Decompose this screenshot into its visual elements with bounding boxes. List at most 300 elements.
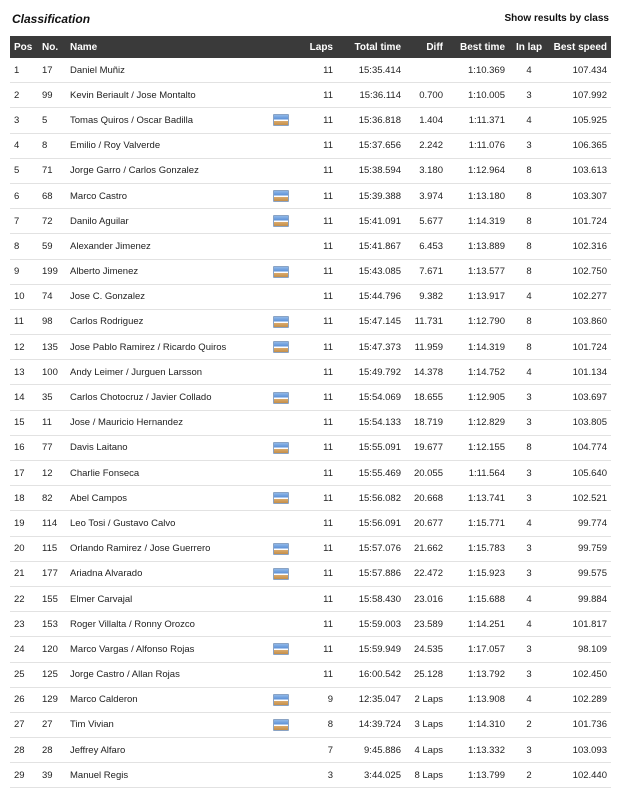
cell-name: Marco Castro: [66, 183, 266, 208]
table-row[interactable]: [10, 511, 611, 536]
cell-diff: 8 Laps: [405, 763, 447, 788]
cell-diff: 1.404: [405, 108, 447, 133]
table-row[interactable]: [10, 561, 611, 586]
cell-in-lap: 8: [509, 158, 549, 183]
cell-name: Carlos Chotocruz / Javier Collado: [66, 385, 266, 410]
cell-pos: 22: [10, 586, 38, 611]
table-row[interactable]: [10, 410, 611, 435]
flag-cell: [266, 58, 296, 83]
cell-total-time: 15:43.085: [337, 259, 405, 284]
cell-laps: 11: [296, 83, 337, 108]
table-row[interactable]: [10, 461, 611, 486]
cell-laps: 11: [296, 586, 337, 611]
cell-in-lap: 4: [509, 612, 549, 637]
cell-name: Andy Leimer / Jurguen Larsson: [66, 360, 266, 385]
flag-icon: [273, 543, 289, 555]
cell-diff: 21.662: [405, 536, 447, 561]
cell-best-time: 1:11.371: [447, 108, 509, 133]
flag-cell: [266, 284, 296, 309]
cell-best-time: 1:13.792: [447, 662, 509, 687]
flag-cell: [266, 309, 296, 334]
cell-diff: 11.959: [405, 335, 447, 360]
cell-laps: 11: [296, 108, 337, 133]
cell-name: Marco Calderon: [66, 687, 266, 712]
table-row[interactable]: [10, 309, 611, 334]
table-row[interactable]: [10, 712, 611, 737]
cell-pos: 12: [10, 335, 38, 360]
header-bar: [0, 0, 621, 36]
col-no[interactable]: No.: [38, 36, 66, 58]
cell-in-lap: 4: [509, 586, 549, 611]
cell-total-time: 15:55.469: [337, 461, 405, 486]
cell-name: Tim Vivian: [66, 712, 266, 737]
cell-best-speed: 104.774: [549, 435, 611, 460]
cell-no: 72: [38, 209, 66, 234]
cell-best-speed: 101.724: [549, 335, 611, 360]
cell-best-speed: 103.860: [549, 309, 611, 334]
cell-best-time: 1:13.908: [447, 687, 509, 712]
cell-best-speed: 101.724: [549, 209, 611, 234]
cell-in-lap: 8: [509, 335, 549, 360]
cell-diff: 7.671: [405, 259, 447, 284]
cell-name: Emilio / Roy Valverde: [66, 133, 266, 158]
cell-no: 8: [38, 133, 66, 158]
flag-cell: [266, 486, 296, 511]
cell-total-time: 15:38.594: [337, 158, 405, 183]
cell-name: Danilo Aguilar: [66, 209, 266, 234]
cell-total-time: 15:36.818: [337, 108, 405, 133]
cell-best-speed: 105.925: [549, 108, 611, 133]
cell-best-speed: 103.307: [549, 183, 611, 208]
table-row[interactable]: [10, 335, 611, 360]
cell-best-speed: 102.289: [549, 687, 611, 712]
cell-no: 125: [38, 662, 66, 687]
cell-best-speed: 99.575: [549, 561, 611, 586]
cell-best-speed: 102.277: [549, 284, 611, 309]
flag-cell: [266, 133, 296, 158]
cell-best-time: 1:13.917: [447, 284, 509, 309]
cell-diff: 2 Laps: [405, 687, 447, 712]
cell-name: Davis Laitano: [66, 435, 266, 460]
cell-total-time: 9:45.886: [337, 738, 405, 763]
cell-total-time: 15:37.656: [337, 133, 405, 158]
cell-best-time: 1:15.688: [447, 586, 509, 611]
cell-total-time: 15:58.430: [337, 586, 405, 611]
cell-diff: 18.655: [405, 385, 447, 410]
cell-no: 74: [38, 284, 66, 309]
flag-cell: [266, 360, 296, 385]
cell-no: 98: [38, 309, 66, 334]
flag-cell: [266, 637, 296, 662]
table-row[interactable]: [10, 486, 611, 511]
cell-best-speed: 101.736: [549, 712, 611, 737]
cell-in-lap: 2: [509, 763, 549, 788]
flag-cell: [266, 561, 296, 586]
cell-name: Roger Villalta / Ronny Orozco: [66, 612, 266, 637]
cell-no: 99: [38, 83, 66, 108]
table-row[interactable]: [10, 360, 611, 385]
cell-pos: 2: [10, 83, 38, 108]
table-row[interactable]: [10, 234, 611, 259]
col-laps[interactable]: Laps: [296, 36, 337, 58]
cell-diff: 3.180: [405, 158, 447, 183]
table-row[interactable]: [10, 763, 611, 788]
cell-total-time: 15:35.414: [337, 58, 405, 83]
table-row[interactable]: [10, 687, 611, 712]
cell-diff: 2.242: [405, 133, 447, 158]
flag-cell: [266, 536, 296, 561]
cell-name: Jose C. Gonzalez: [66, 284, 266, 309]
cell-diff: 0.700: [405, 83, 447, 108]
cell-no: 115: [38, 536, 66, 561]
cell-in-lap: 8: [509, 309, 549, 334]
cell-name: Elmer Carvajal: [66, 586, 266, 611]
table-row[interactable]: [10, 209, 611, 234]
cell-name: Marco Vargas / Alfonso Rojas: [66, 637, 266, 662]
cell-no: 100: [38, 360, 66, 385]
col-best-speed[interactable]: Best speed: [549, 36, 611, 58]
cell-diff: 24.535: [405, 637, 447, 662]
flag-cell: [266, 108, 296, 133]
cell-pos: 9: [10, 259, 38, 284]
cell-pos: 23: [10, 612, 38, 637]
cell-name: Alexander Jimenez: [66, 234, 266, 259]
flag-cell: [266, 687, 296, 712]
cell-name: Manuel Regis: [66, 763, 266, 788]
cell-diff: 20.677: [405, 511, 447, 536]
cell-in-lap: 8: [509, 259, 549, 284]
cell-laps: 11: [296, 58, 337, 83]
col-pos[interactable]: Pos: [10, 36, 38, 58]
table-row[interactable]: [10, 259, 611, 284]
cell-name: Orlando Ramirez / Jose Guerrero: [66, 536, 266, 561]
cell-best-speed: 102.521: [549, 486, 611, 511]
cell-best-speed: 105.640: [549, 461, 611, 486]
cell-pos: 27: [10, 712, 38, 737]
cell-in-lap: 3: [509, 461, 549, 486]
cell-pos: 24: [10, 637, 38, 662]
flag-cell: [266, 763, 296, 788]
cell-name: Jose / Mauricio Hernandez: [66, 410, 266, 435]
cell-pos: 7: [10, 209, 38, 234]
cell-best-time: 1:17.057: [447, 637, 509, 662]
cell-total-time: 15:36.114: [337, 83, 405, 108]
cell-total-time: 15:55.091: [337, 435, 405, 460]
cell-in-lap: 3: [509, 133, 549, 158]
cell-no: 5: [38, 108, 66, 133]
flag-icon: [273, 215, 289, 227]
table-row[interactable]: [10, 58, 611, 83]
cell-diff: 5.677: [405, 209, 447, 234]
cell-in-lap: 3: [509, 662, 549, 687]
cell-no: 153: [38, 612, 66, 637]
cell-diff: 3 Laps: [405, 712, 447, 737]
cell-pos: 28: [10, 738, 38, 763]
cell-name: Ariadna Alvarado: [66, 561, 266, 586]
flag-cell: [266, 586, 296, 611]
flag-cell: [266, 183, 296, 208]
cell-name: Carlos Rodriguez: [66, 309, 266, 334]
cell-in-lap: 3: [509, 536, 549, 561]
cell-laps: 11: [296, 309, 337, 334]
cell-no: 59: [38, 234, 66, 259]
cell-best-time: 1:12.829: [447, 410, 509, 435]
flag-icon: [273, 190, 289, 202]
cell-best-time: 1:13.799: [447, 763, 509, 788]
cell-no: 71: [38, 158, 66, 183]
cell-total-time: 12:35.047: [337, 687, 405, 712]
flag-cell: [266, 158, 296, 183]
flag-cell: [266, 259, 296, 284]
cell-no: 11: [38, 410, 66, 435]
cell-no: 27: [38, 712, 66, 737]
cell-pos: 10: [10, 284, 38, 309]
flag-icon: [273, 114, 289, 126]
cell-laps: 3: [296, 763, 337, 788]
cell-diff: 19.677: [405, 435, 447, 460]
cell-laps: 11: [296, 209, 337, 234]
cell-laps: 11: [296, 158, 337, 183]
cell-no: 135: [38, 335, 66, 360]
cell-name: Alberto Jimenez: [66, 259, 266, 284]
cell-total-time: 15:54.133: [337, 410, 405, 435]
cell-laps: 11: [296, 183, 337, 208]
cell-total-time: 16:00.542: [337, 662, 405, 687]
cell-pos: 19: [10, 511, 38, 536]
cell-laps: 9: [296, 687, 337, 712]
cell-total-time: 15:47.373: [337, 335, 405, 360]
cell-best-speed: 99.884: [549, 586, 611, 611]
cell-total-time: 15:59.003: [337, 612, 405, 637]
cell-diff: 22.472: [405, 561, 447, 586]
cell-total-time: 15:41.091: [337, 209, 405, 234]
cell-no: 177: [38, 561, 66, 586]
cell-total-time: 15:47.145: [337, 309, 405, 334]
col-best-time[interactable]: Best time: [447, 36, 509, 58]
flag-icon: [273, 392, 289, 404]
cell-diff: 20.055: [405, 461, 447, 486]
page-title: Classification: [12, 12, 91, 26]
cell-best-speed: 106.365: [549, 133, 611, 158]
cell-name: Leo Tosi / Gustavo Calvo: [66, 511, 266, 536]
table-row[interactable]: [10, 183, 611, 208]
cell-laps: 11: [296, 461, 337, 486]
cell-total-time: 15:49.792: [337, 360, 405, 385]
cell-diff: 14.378: [405, 360, 447, 385]
cell-diff: [405, 58, 447, 83]
cell-best-time: 1:13.577: [447, 259, 509, 284]
cell-no: 39: [38, 763, 66, 788]
cell-best-speed: 102.316: [549, 234, 611, 259]
cell-pos: 25: [10, 662, 38, 687]
table-row[interactable]: [10, 738, 611, 763]
table-row[interactable]: [10, 83, 611, 108]
col-flag: [266, 36, 296, 58]
cell-best-time: 1:11.076: [447, 133, 509, 158]
cell-pos: 16: [10, 435, 38, 460]
cell-laps: 11: [296, 637, 337, 662]
cell-in-lap: 4: [509, 58, 549, 83]
cell-best-speed: 102.750: [549, 259, 611, 284]
cell-total-time: 15:57.886: [337, 561, 405, 586]
cell-pos: 4: [10, 133, 38, 158]
cell-in-lap: 4: [509, 108, 549, 133]
cell-best-speed: 107.992: [549, 83, 611, 108]
cell-laps: 11: [296, 133, 337, 158]
flag-cell: [266, 435, 296, 460]
cell-pos: 8: [10, 234, 38, 259]
table-row[interactable]: [10, 284, 611, 309]
table-row[interactable]: [10, 133, 611, 158]
cell-total-time: 15:41.867: [337, 234, 405, 259]
col-in-lap[interactable]: In lap: [509, 36, 549, 58]
table-row[interactable]: [10, 385, 611, 410]
classification-table: [10, 36, 611, 788]
cell-diff: 9.382: [405, 284, 447, 309]
cell-no: 77: [38, 435, 66, 460]
cell-no: 129: [38, 687, 66, 712]
flag-icon: [273, 568, 289, 580]
cell-total-time: 15:57.076: [337, 536, 405, 561]
cell-diff: 4 Laps: [405, 738, 447, 763]
cell-name: Jorge Castro / Allan Rojas: [66, 662, 266, 687]
cell-best-time: 1:13.332: [447, 738, 509, 763]
cell-best-time: 1:11.564: [447, 461, 509, 486]
table-row[interactable]: [10, 637, 611, 662]
table-row[interactable]: [10, 612, 611, 637]
cell-in-lap: 8: [509, 209, 549, 234]
cell-laps: 11: [296, 435, 337, 460]
table-body: [10, 58, 611, 788]
cell-no: 82: [38, 486, 66, 511]
cell-best-time: 1:14.319: [447, 209, 509, 234]
cell-best-time: 1:14.251: [447, 612, 509, 637]
cell-in-lap: 4: [509, 360, 549, 385]
cell-in-lap: 4: [509, 284, 549, 309]
cell-best-speed: 101.817: [549, 612, 611, 637]
cell-pos: 18: [10, 486, 38, 511]
cell-name: Kevin Beriault / Jose Montalto: [66, 83, 266, 108]
cell-pos: 17: [10, 461, 38, 486]
cell-name: Daniel Muñiz: [66, 58, 266, 83]
cell-total-time: 15:39.388: [337, 183, 405, 208]
cell-total-time: 3:44.025: [337, 763, 405, 788]
cell-laps: 11: [296, 360, 337, 385]
cell-no: 120: [38, 637, 66, 662]
flag-icon: [273, 719, 289, 731]
cell-name: Jorge Garro / Carlos Gonzalez: [66, 158, 266, 183]
cell-pos: 15: [10, 410, 38, 435]
cell-best-time: 1:12.790: [447, 309, 509, 334]
cell-pos: 11: [10, 309, 38, 334]
cell-laps: 11: [296, 486, 337, 511]
cell-laps: 11: [296, 662, 337, 687]
cell-in-lap: 4: [509, 511, 549, 536]
cell-in-lap: 2: [509, 712, 549, 737]
cell-best-time: 1:12.964: [447, 158, 509, 183]
cell-in-lap: 3: [509, 385, 549, 410]
cell-pos: 21: [10, 561, 38, 586]
cell-best-time: 1:10.005: [447, 83, 509, 108]
cell-best-speed: 103.093: [549, 738, 611, 763]
cell-laps: 11: [296, 259, 337, 284]
cell-diff: 3.974: [405, 183, 447, 208]
cell-no: 68: [38, 183, 66, 208]
cell-best-time: 1:15.771: [447, 511, 509, 536]
flag-cell: [266, 662, 296, 687]
cell-name: Jose Pablo Ramirez / Ricardo Quiros: [66, 335, 266, 360]
cell-best-speed: 99.774: [549, 511, 611, 536]
cell-no: 17: [38, 58, 66, 83]
cell-total-time: 15:59.949: [337, 637, 405, 662]
col-total-time[interactable]: Total time: [337, 36, 405, 58]
cell-best-speed: 101.134: [549, 360, 611, 385]
cell-in-lap: 3: [509, 410, 549, 435]
cell-pos: 6: [10, 183, 38, 208]
flag-icon: [273, 266, 289, 278]
flag-cell: [266, 83, 296, 108]
cell-pos: 5: [10, 158, 38, 183]
flag-icon: [273, 492, 289, 504]
flag-cell: [266, 234, 296, 259]
cell-best-speed: 107.434: [549, 58, 611, 83]
cell-total-time: 14:39.724: [337, 712, 405, 737]
cell-pos: 26: [10, 687, 38, 712]
table-row[interactable]: [10, 586, 611, 611]
col-diff[interactable]: Diff: [405, 36, 447, 58]
cell-no: 155: [38, 586, 66, 611]
flag-icon: [273, 442, 289, 454]
flag-icon: [273, 694, 289, 706]
flag-cell: [266, 385, 296, 410]
cell-best-speed: 103.805: [549, 410, 611, 435]
flag-icon: [273, 341, 289, 353]
cell-total-time: 15:56.082: [337, 486, 405, 511]
cell-total-time: 15:56.091: [337, 511, 405, 536]
cell-laps: 11: [296, 511, 337, 536]
cell-in-lap: 8: [509, 183, 549, 208]
cell-pos: 14: [10, 385, 38, 410]
cell-best-speed: 103.697: [549, 385, 611, 410]
cell-diff: 23.589: [405, 612, 447, 637]
table-row[interactable]: [10, 108, 611, 133]
table-row[interactable]: [10, 536, 611, 561]
cell-best-speed: 98.109: [549, 637, 611, 662]
cell-laps: 11: [296, 234, 337, 259]
show-results-by-class-link[interactable]: Show results by class: [504, 13, 609, 24]
cell-best-speed: 102.450: [549, 662, 611, 687]
table-row[interactable]: [10, 662, 611, 687]
col-name[interactable]: Name: [66, 36, 266, 58]
cell-total-time: 15:54.069: [337, 385, 405, 410]
cell-in-lap: 3: [509, 738, 549, 763]
cell-in-lap: 3: [509, 83, 549, 108]
flag-cell: [266, 612, 296, 637]
cell-diff: 20.668: [405, 486, 447, 511]
cell-best-time: 1:13.741: [447, 486, 509, 511]
cell-best-time: 1:12.905: [447, 385, 509, 410]
cell-best-time: 1:15.783: [447, 536, 509, 561]
table-row[interactable]: [10, 435, 611, 460]
table-header-row: [10, 36, 611, 58]
table-row[interactable]: [10, 158, 611, 183]
cell-diff: 23.016: [405, 586, 447, 611]
cell-no: 114: [38, 511, 66, 536]
cell-best-speed: 99.759: [549, 536, 611, 561]
cell-laps: 11: [296, 284, 337, 309]
cell-name: Abel Campos: [66, 486, 266, 511]
cell-in-lap: 3: [509, 561, 549, 586]
